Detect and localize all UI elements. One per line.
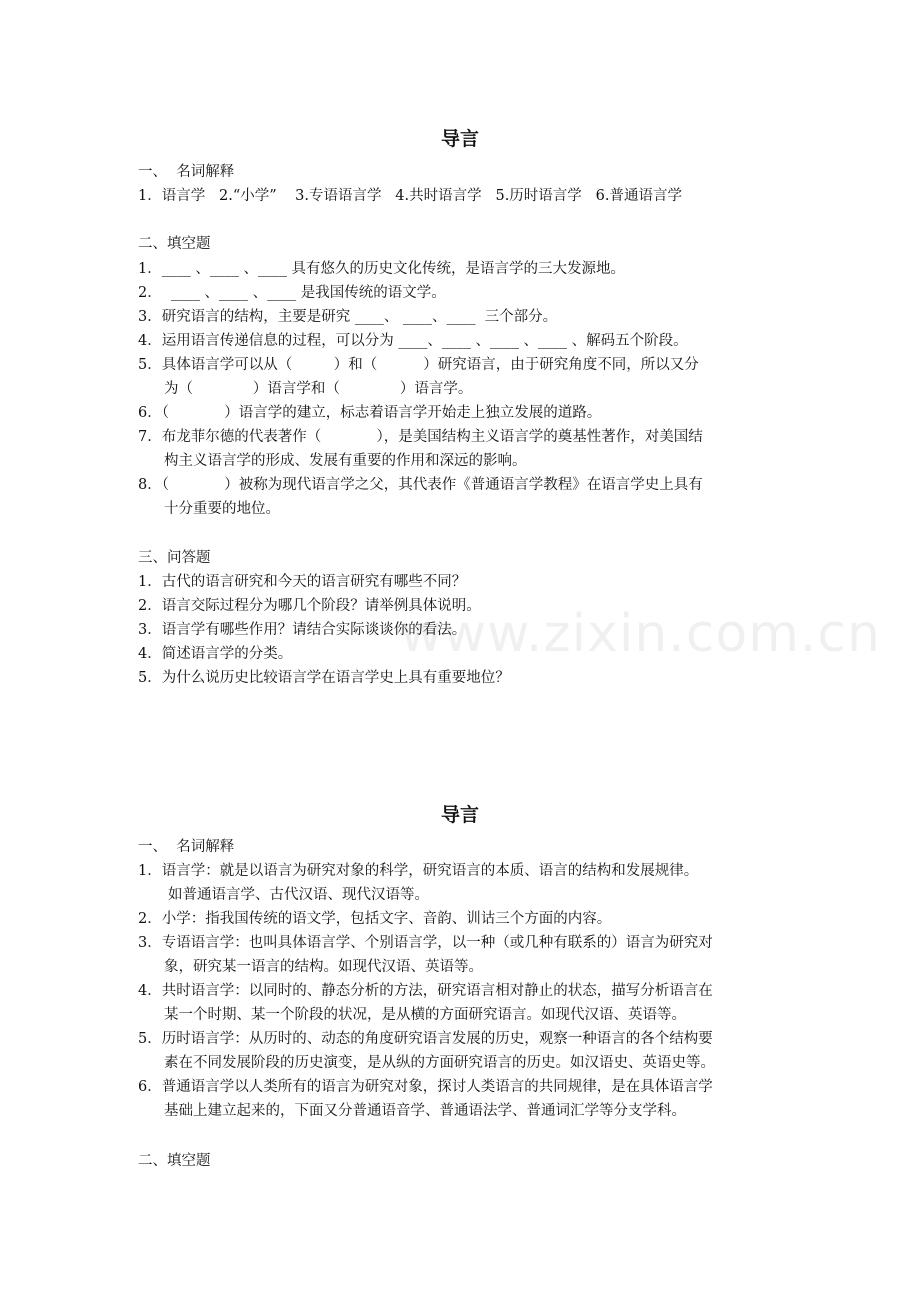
term-list: 1．语言学 2.“小学” 3.专语语言学 4.共时语言学 5.历时语言学 6.普通语言学	[138, 188, 682, 204]
list-item: 7．布龙菲尔德的代表著作（ ），是美国结构主义语言学的奠基性著作，对美国结	[138, 429, 703, 445]
section-heading: 一、 名词解释	[138, 164, 235, 180]
list-item: 8．（ ）被称为现代语言学之父，其代表作《普通语言学教程》在语言学史上具有	[138, 477, 703, 493]
list-item-continuation: 十分重要的地位。	[164, 501, 280, 517]
list-item-continuation: 构主义语言学的形成、发展有重要的作用和深远的影响。	[164, 453, 527, 469]
page-title: 导言	[440, 804, 479, 826]
list-item-continuation: 为（ ）语言学和（ ）语言学。	[164, 381, 473, 397]
list-item: 1．____ 、____ 、____ 具有悠久的历史文化传统，是语言学的三大发源地。	[138, 261, 626, 277]
list-item: 3．专语语言学：也叫具体语言学、个别语言学，以一种（或几种有联系的）语言为研究对	[138, 935, 713, 951]
list-item: 5．历时语言学：从历时的、动态的角度研究语言发展的历史，观察一种语言的各个结构要	[138, 1031, 713, 1047]
list-item: 1．语言学：就是以语言为研究对象的科学，研究语言的本质、语言的结构和发展规律。	[138, 863, 699, 879]
list-item-continuation: 素在不同发展阶段的历史演变，是从纵的方面研究语言的历史。如汉语史、英语史等。	[164, 1055, 715, 1071]
list-item: 2． ____ 、____ 、____ 是我国传统的语文学。	[138, 285, 446, 301]
list-item-continuation: 某一个时期、某一个阶段的状况，是从横的方面研究语言。如现代汉语、英语等。	[164, 1007, 686, 1023]
list-item: 2．小学：指我国传统的语文学，包括文字、音韵、训诂三个方面的内容。	[138, 911, 612, 927]
list-item: 4．共时语言学：以同时的、静态分析的方法，研究语言相对静止的状态，描写分析语言在	[138, 983, 713, 999]
list-item: 5．为什么说历史比较语言学在语言学史上具有重要地位？	[138, 670, 510, 686]
list-item-continuation: 基础上建立起来的，下面又分普通语音学、普通语法学、普通词汇学等分支学科。	[164, 1103, 686, 1119]
list-item: 4．简述语言学的分类。	[138, 646, 293, 662]
list-item-continuation: 如普通语言学、古代汉语、现代汉语等。	[168, 887, 429, 903]
list-item: 3．语言学有哪些作用？请结合实际谈谈你的看法。	[138, 622, 467, 638]
list-item: 6．普通语言学以人类所有的语言为研究对象，探讨人类语言的共同规律，是在具体语言学	[138, 1079, 713, 1095]
watermark: www.zixin.com.cn	[400, 604, 881, 664]
list-item: 4．运用语言传递信息的过程，可以分为 ____、____ 、____ 、____ 、解码五个阶段。	[138, 333, 688, 349]
list-item: 5．具体语言学可以从（ ）和（ ）研究语言，由于研究角度不同，所以又分	[138, 357, 699, 373]
list-item: 2．语言交际过程分为哪几个阶段？请举例具体说明。	[138, 598, 481, 614]
section-heading: 二、填空题	[138, 236, 211, 252]
list-item: 3．研究语言的结构，主要是研究 ____、 ____、____ 三个部分。	[138, 309, 558, 325]
section-heading: 一、 名词解释	[138, 839, 235, 855]
section-heading: 二、填空题	[138, 1153, 211, 1169]
section-heading: 三、问答题	[138, 550, 211, 566]
list-item: 6．（ ）语言学的建立，标志着语言学开始走上独立发展的道路。	[138, 405, 602, 421]
list-item-continuation: 象，研究某一语言的结构。如现代汉语、英语等。	[164, 959, 483, 975]
list-item: 1．古代的语言研究和今天的语言研究有哪些不同？	[138, 574, 467, 590]
page-title: 导言	[440, 128, 479, 150]
